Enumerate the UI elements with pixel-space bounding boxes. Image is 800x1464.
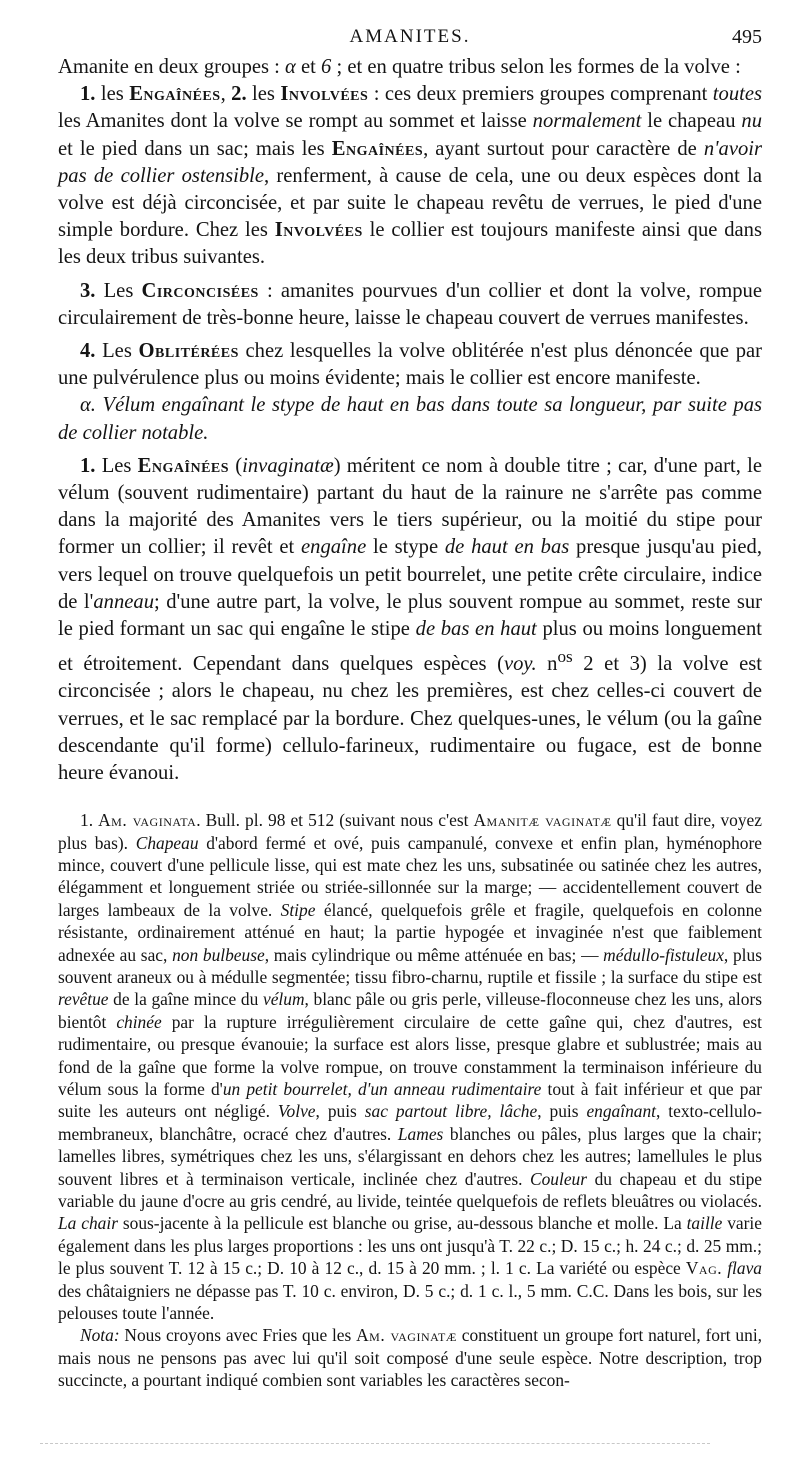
italic-run: engaîne xyxy=(301,536,367,559)
main-text xyxy=(58,54,762,787)
text-run: par la rupture irrégulièrement circulaire de cette gaîne qui, chez d'autres, est rudimentaire, ou presque évanouie; la surface est alors lisse, presque glabre et sublustrée; mais au fond de la gaîne que forme la volve rompue, on trouve constamment la terminaison inférieure du vélum sous la forme d' xyxy=(58,1011,762,1100)
species-name: Amanitæ vaginatæ xyxy=(473,810,612,831)
text-run: sous-jacente à la pellicule est blanche ou grise, au-dessous blanche et molle. La xyxy=(117,1213,687,1234)
italic-run: un petit bourrelet, d'un anneau rudimentaire xyxy=(222,1079,542,1100)
text-run: , ayant surtout pour caractère de xyxy=(423,137,704,160)
tribe-name: Engaînées xyxy=(331,137,424,160)
text-run: blanches ou pâles, plus larges que la chair; lamelles libres, symétriques chez les uns, s'élargissant en dehors chez les autres; lamellules le plus souvent libres et à terminaison verticale, inclinée chez d'autres. xyxy=(58,1123,762,1189)
text-run: tout à fait inférieur et que par suite les auteurs ont négligé. xyxy=(58,1079,762,1122)
text-run: les xyxy=(246,83,281,106)
text-run: , xyxy=(220,83,232,106)
text-run: le chapeau xyxy=(641,110,742,133)
italic-run: Lames xyxy=(397,1123,444,1144)
text-run: : ces deux premiers groupes comprenant xyxy=(368,83,713,106)
italic-run: nu xyxy=(741,110,763,133)
italic-run: de bas en haut xyxy=(415,618,537,641)
running-head xyxy=(58,20,762,54)
paragraph-group-alpha xyxy=(58,392,762,446)
tribe-number: 1. xyxy=(80,454,96,477)
greek-alpha: α xyxy=(285,56,296,78)
text-run: Les xyxy=(95,340,139,363)
text-run: , renferment, à cause de cela, une ou deux espèces dont la volve est déjà circoncisée, et par suite le chapeau revêtu de verrues, le pied d'une simple bordure. Chez les xyxy=(58,164,762,242)
text-run: plus ou moins longuement et étroitement. Cependant dans quelques espèces ( xyxy=(58,618,763,676)
text-run: ) méritent ce nom à double titre ; car, d'une part, le vélum (souvent rudimentaire) partant du haut de la rainure ne s'arrête pas comme dans la majorité des Amanites vers le tiers supérieur, ou la moitié du stipe pour former un collier; il revêt et xyxy=(58,454,763,559)
species-name: Vag. xyxy=(685,1258,723,1279)
text-run: : amanites pourvues d'un collier et dont la volve, rompue circulairement de très-bonne heure, laisse le chapeau couvert de verrues manifestes. xyxy=(58,279,762,329)
text-run: , puis xyxy=(537,1101,587,1122)
tribe-name: Involvées xyxy=(280,83,369,106)
text-run: qu'il faut dire, voyez plus bas). xyxy=(58,810,762,853)
italic-run: anneau xyxy=(93,590,154,613)
italic-run: Couleur xyxy=(530,1168,588,1189)
text-run: et le pied dans un sac; mais les xyxy=(58,137,332,160)
text-run: 1. xyxy=(80,810,99,831)
text-run: ; et en quatre tribus selon les formes de la volve : xyxy=(331,56,741,78)
tribe-number: 2. xyxy=(231,83,247,106)
text-run: des châtaigniers ne dépasse pas T. 10 c. environ, D. 5 c.; d. 1 c. l., 5 mm. C.C. Dans les bois, sur les pelouses toute l'année. xyxy=(58,1280,762,1324)
italic-run: de haut en bas xyxy=(444,536,570,559)
tribe-name: Oblitérées xyxy=(138,340,239,363)
greek-beta: 6 xyxy=(321,56,332,78)
text-run: d'abord fermé et ové, puis campanulé, convexe et enfin plan, hyménophore mince, couvert d'une pellicule lisse, qui est mate chez les uns, subsatinée ou satinée chez les autres, élégamment et longuement striée ou striée-sillonnée sur la marge; — accidentellement couvert de larges lambeaux de la volve. xyxy=(58,832,762,920)
italic-run: engaînant xyxy=(586,1101,656,1122)
text-run: 2 et 3) la volve est circoncisée ; alors le chapeau, nu chez les premières, est chez celles-ci couvert de verrues, et le sac remplacé par la bordure. Chez quelques-unes, le vélum (ou la gaîne descendante qu'il forme) cellulo-farineux, rudimentaire ou fugace, est de bonne heure évanoui. xyxy=(58,653,762,784)
text-run: et xyxy=(295,56,322,78)
paragraph-tribe-3 xyxy=(58,278,762,332)
tribe-name: Engaînées xyxy=(137,454,230,477)
text-run: les Amanites dont la volve se rompt au sommet et laisse xyxy=(58,110,533,133)
italic-run: Volve xyxy=(277,1101,316,1122)
species-name: Am. vaginatæ xyxy=(356,1325,457,1346)
text-run: varie également dans les plus larges proportions : les uns ont jusqu'à T. 22 c.; D. 15 c.; h. 24 c.; d. 25 mm.; le plus souvent T. 12 à 15 c.; D. 10 à 12 c., d. 15 à 20 mm. ; l. 1 c. La variété ou espèce xyxy=(58,1213,762,1279)
text-run: Amanite en deux groupes : xyxy=(58,56,286,78)
italic-run: médullo-fistuleux xyxy=(603,944,724,965)
italic-run: voy. xyxy=(504,653,537,676)
text-run: , puis xyxy=(315,1101,365,1122)
bottom-rule xyxy=(40,1443,710,1444)
italic-run: taille xyxy=(686,1213,723,1234)
text-run: le collier est toujours manifeste ainsi que dans les deux tribus suivantes. xyxy=(58,219,762,269)
italic-run: Vélum engaînant le stype de haut en bas dans toute sa longueur, par suite pas de collier notable. xyxy=(58,394,762,444)
italic-run: chinée xyxy=(116,1011,162,1032)
tribe-number: 3. xyxy=(80,279,96,302)
text-run: , plus souvent araneux ou à médulle segmentée; tissu fibro-charnu, ruptile et fissile ; la surface du stipe est xyxy=(58,944,762,987)
italic-run: non bulbeuse xyxy=(172,944,265,965)
italic-run: revêtue xyxy=(58,989,109,1010)
paragraph-groups-intro xyxy=(58,54,762,81)
italic-run: n'avoir pas de collier ostensible xyxy=(58,137,763,187)
text-run: de la gaîne mince du xyxy=(108,989,263,1010)
text-run: Les xyxy=(95,454,138,477)
tribe-number: 4. xyxy=(80,340,96,363)
text-run: , mais cylindrique ou même atténuée en bas; — xyxy=(264,944,604,965)
paragraph-engainees xyxy=(58,453,762,787)
note-am-vaginata xyxy=(58,809,762,1324)
paragraph-tribes-1-2 xyxy=(58,81,762,271)
tribe-name: Engaînées xyxy=(129,83,221,106)
text-run: les xyxy=(95,83,130,106)
text-run: Nous croyons avec Fries que les xyxy=(119,1325,357,1346)
text-run: le stype xyxy=(366,536,445,559)
text-run: . Bull. pl. 98 et 512 (suivant nous c'est xyxy=(196,810,474,831)
tribe-number: 1. xyxy=(80,83,96,106)
text-run: élancé, quelquefois grêle et fragile, quelquefois en colonne résistante, ordinairement atténué en haut; la partie hypogée et invaginée n'est que faiblement adnexée au sac, xyxy=(58,899,762,965)
italic-run: invaginatæ xyxy=(242,454,334,477)
text-run: constituent un groupe fort naturel, fort uni, mais nous ne pensons pas avec lui qu'il soit composé d'une seule espèce. Notre description, trop succincte, a pourtant indiqué combien sont variables les caractères secon- xyxy=(58,1325,763,1391)
text-run: , texto-cellulo-membraneux, blanchâtre, ocracé chez d'autres. xyxy=(58,1101,762,1144)
italic-run: sac partout libre, lâche xyxy=(364,1101,538,1122)
tribe-name: Involvées xyxy=(274,219,363,242)
running-title: AMANITES. xyxy=(349,26,471,47)
paragraph-tribe-4 xyxy=(58,338,762,392)
italic-run: Chapeau xyxy=(135,832,199,853)
italic-run: vélum xyxy=(262,989,305,1010)
italic-run: toutes xyxy=(712,83,762,106)
page-number: 495 xyxy=(732,26,762,48)
species-name: Am. vaginata xyxy=(98,810,197,831)
text-run: n xyxy=(536,653,558,676)
text-run: ; d'une autre part, la volve, le plus souvent rompue au sommet, reste sur le pied formant un sac qui engaîne le stipe xyxy=(58,590,762,641)
tribe-name: Circoncisées xyxy=(141,279,259,302)
text-run: du chapeau et du stipe variable du jaune d'ocre au gris cendré, au livide, teintée quelquefois de reflets bleuâtres ou violacés. xyxy=(58,1168,762,1212)
note-nota xyxy=(58,1324,762,1391)
italic-run: La chair xyxy=(58,1213,118,1234)
text-run: , blanc pâle ou gris perle, villeuse-floconneuse chez les uns, alors bientôt xyxy=(58,989,763,1032)
italic-run: flava xyxy=(727,1258,762,1279)
text-run: ( xyxy=(229,454,243,477)
italic-run: Stipe xyxy=(280,899,316,920)
group-letter: α. xyxy=(80,394,96,417)
superscript: os xyxy=(557,647,573,667)
nota-label: Nota: xyxy=(80,1325,120,1346)
species-notes xyxy=(58,809,762,1392)
italic-run: normalement xyxy=(532,110,642,133)
text-run: presque jusqu'au pied, vers lequel on trouve quelquefois un petit bourrelet, une petite crête circulaire, indice de l' xyxy=(58,536,762,613)
text-run: chez lesquelles la volve oblitérée n'est plus dénoncée que par une pulvérulence plus ou moins évidente; mais le collier est encore manifeste. xyxy=(58,340,762,390)
text-run: Les xyxy=(95,279,142,302)
